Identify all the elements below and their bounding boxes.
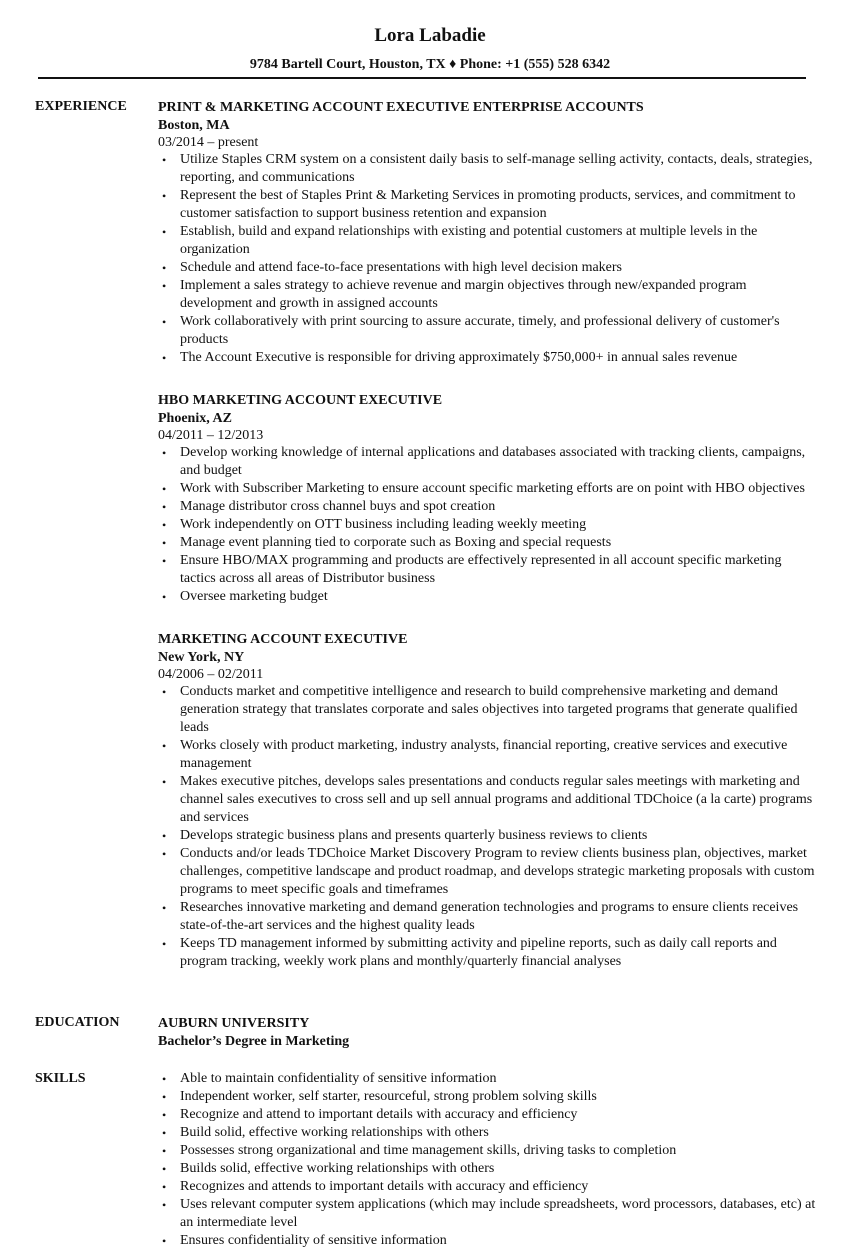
job-entry [158, 631, 818, 971]
bullet-icon: • [162, 1234, 167, 1248]
education-section [158, 1015, 818, 1051]
bullet-icon: • [162, 1126, 167, 1140]
skill-text: Possesses strong organizational and time management skills, driving tasks to completion [180, 1143, 677, 1158]
job-location: Boston, MA [158, 118, 230, 133]
bullet-text: Makes executive pitches, develops sales presentations and conducts regular sales meetings with marketing and channel sales executives to cross sell and up sell annual programs and additional TDChoice (a la carte) programs and services [180, 774, 813, 825]
header-divider [38, 77, 806, 79]
bullet-icon: • [162, 225, 167, 239]
bullet-icon: • [162, 1144, 167, 1158]
list-item [158, 480, 818, 498]
list-item [158, 1070, 818, 1088]
list-item [158, 444, 818, 480]
bullet-icon: • [162, 739, 167, 753]
skill-text: Recognizes and attends to important details with accuracy and efficiency [180, 1179, 589, 1194]
bullet-icon: • [162, 1090, 167, 1104]
bullet-icon: • [162, 261, 167, 275]
list-item [158, 552, 818, 588]
skill-text: Builds solid, effective working relationships with others [180, 1161, 495, 1176]
bullet-icon: • [162, 1198, 167, 1212]
skills-list [158, 1070, 818, 1250]
bullet-text: Conducts and/or leads TDChoice Market Discovery Program to review clients business plan, objectives, market challenges, competitive landscape and product roadmap, and develops strategic marketing proposals with custom programs to meet specific goals and timeframes [180, 846, 815, 897]
bullet-icon: • [162, 590, 167, 604]
bullet-icon: • [162, 901, 167, 915]
list-item [158, 151, 818, 187]
skills-section [158, 1070, 818, 1250]
job-bullets [158, 444, 818, 606]
job-title: HBO MARKETING ACCOUNT EXECUTIVE [158, 393, 443, 408]
bullet-icon: • [162, 279, 167, 293]
bullet-icon: • [162, 536, 167, 550]
bullet-icon: • [162, 482, 167, 496]
list-item [158, 498, 818, 516]
list-item [158, 349, 818, 367]
list-item [158, 516, 818, 534]
bullet-text: Develops strategic business plans and presents quarterly business reviews to clients [180, 828, 648, 843]
list-item [158, 1124, 818, 1142]
bullet-text: Works closely with product marketing, industry analysts, financial reporting, creative services and executive management [180, 738, 788, 771]
job-dates: 04/2006 – 02/2011 [158, 667, 264, 682]
bullet-icon: • [162, 685, 167, 699]
bullet-icon: • [162, 500, 167, 514]
list-item [158, 1196, 818, 1232]
education-heading: EDUCATION [35, 1015, 120, 1030]
bullet-icon: • [162, 518, 167, 532]
list-item [158, 1106, 818, 1124]
job-title: MARKETING ACCOUNT EXECUTIVE [158, 632, 408, 647]
list-item [158, 773, 818, 827]
bullet-text: The Account Executive is responsible for driving approximately $750,000+ in annual sales revenue [180, 350, 738, 365]
resume-header [0, 24, 860, 74]
list-item [158, 534, 818, 552]
list-item [158, 588, 818, 606]
bullet-icon: • [162, 1162, 167, 1176]
bullet-icon: • [162, 829, 167, 843]
list-item [158, 313, 818, 349]
bullet-text: Manage event planning tied to corporate such as Boxing and special requests [180, 535, 612, 550]
bullet-icon: • [162, 937, 167, 951]
bullet-text: Represent the best of Staples Print & Marketing Services in promoting products, services, and commitment to customer satisfaction to support business retention and expansion [180, 188, 796, 221]
bullet-icon: • [162, 554, 167, 568]
list-item [158, 1088, 818, 1106]
bullet-text: Work independently on OTT business including leading weekly meeting [180, 517, 587, 532]
skill-text: Recognize and attend to important details with accuracy and efficiency [180, 1107, 578, 1122]
candidate-name: Lora Labadie [374, 25, 486, 46]
bullet-text: Work collaboratively with print sourcing to assure accurate, timely, and professional delivery of customer's products [180, 314, 780, 347]
school-name: AUBURN UNIVERSITY [158, 1016, 310, 1031]
job-entry [158, 392, 818, 606]
bullet-text: Schedule and attend face-to-face presentations with high level decision makers [180, 260, 622, 275]
degree: Bachelor’s Degree in Marketing [158, 1034, 350, 1049]
list-item [158, 827, 818, 845]
bullet-text: Develop working knowledge of internal applications and databases associated with tracking clients, campaigns, and budget [180, 445, 806, 478]
experience-heading: EXPERIENCE [35, 99, 127, 114]
experience-section [158, 99, 818, 971]
contact-line: 9784 Bartell Court, Houston, TX ♦ Phone: +1 (555) 528 6342 [249, 57, 611, 72]
bullet-text: Utilize Staples CRM system on a consistent daily basis to self-manage selling activity, contacts, deals, strategies, reporting, and communications [180, 152, 813, 185]
list-item [158, 683, 818, 737]
list-item [158, 899, 818, 935]
skill-text: Build solid, effective working relationships with others [180, 1125, 489, 1140]
bullet-text: Oversee marketing budget [180, 589, 328, 604]
list-item [158, 1160, 818, 1178]
list-item [158, 223, 818, 259]
bullet-icon: • [162, 315, 167, 329]
list-item [158, 935, 818, 971]
bullet-icon: • [162, 775, 167, 789]
bullet-text: Work with Subscriber Marketing to ensure account specific marketing efforts are on point with HBO objectives [180, 481, 805, 496]
skills-heading: SKILLS [35, 1071, 86, 1086]
bullet-icon: • [162, 351, 167, 365]
skill-text: Ensures confidentiality of sensitive information [180, 1233, 447, 1248]
list-item [158, 259, 818, 277]
bullet-text: Manage distributor cross channel buys and spot creation [180, 499, 496, 514]
list-item [158, 187, 818, 223]
skill-text: Uses relevant computer system applications (which may include spreadsheets, word processors, databases, etc) at an intermediate level [180, 1197, 816, 1230]
job-dates: 03/2014 – present [158, 135, 259, 150]
skill-text: Independent worker, self starter, resourceful, strong problem solving skills [180, 1089, 597, 1104]
bullet-icon: • [162, 446, 167, 460]
bullet-text: Conducts market and competitive intelligence and research to build comprehensive marketing and demand generation strategy that translates corporate and sales objectives into targeted programs that generate qualified leads [180, 684, 798, 735]
job-bullets [158, 683, 818, 971]
bullet-icon: • [162, 1108, 167, 1122]
job-entry [158, 99, 818, 367]
list-item [158, 277, 818, 313]
bullet-icon: • [162, 847, 167, 861]
job-location: New York, NY [158, 650, 245, 665]
skill-text: Able to maintain confidentiality of sensitive information [180, 1071, 497, 1086]
bullet-icon: • [162, 153, 167, 167]
list-item [158, 1178, 818, 1196]
bullet-icon: • [162, 189, 167, 203]
bullet-text: Ensure HBO/MAX programming and products are effectively represented in all account specific marketing tactics across all areas of Distributor business [180, 553, 782, 586]
list-item [158, 737, 818, 773]
job-bullets [158, 151, 818, 367]
bullet-icon: • [162, 1072, 167, 1086]
bullet-text: Keeps TD management informed by submitting activity and pipeline reports, such as daily call reports and program tracking, weekly work plans and monthly/quarterly financial analyses [180, 936, 777, 969]
bullet-text: Implement a sales strategy to achieve revenue and margin objectives through new/expanded program development and growth in assigned accounts [180, 278, 747, 311]
bullet-icon: • [162, 1180, 167, 1194]
list-item [158, 1142, 818, 1160]
list-item [158, 1232, 818, 1250]
list-item [158, 845, 818, 899]
bullet-text: Researches innovative marketing and demand generation technologies and programs to ensure clients receives state-of-the-art services and the highest quality leads [180, 900, 799, 933]
bullet-text: Establish, build and expand relationships with existing and potential customers at multiple levels in the organization [180, 224, 758, 257]
job-dates: 04/2011 – 12/2013 [158, 428, 264, 443]
job-location: Phoenix, AZ [158, 411, 232, 426]
job-title: PRINT & MARKETING ACCOUNT EXECUTIVE ENTERPRISE ACCOUNTS [158, 100, 644, 115]
